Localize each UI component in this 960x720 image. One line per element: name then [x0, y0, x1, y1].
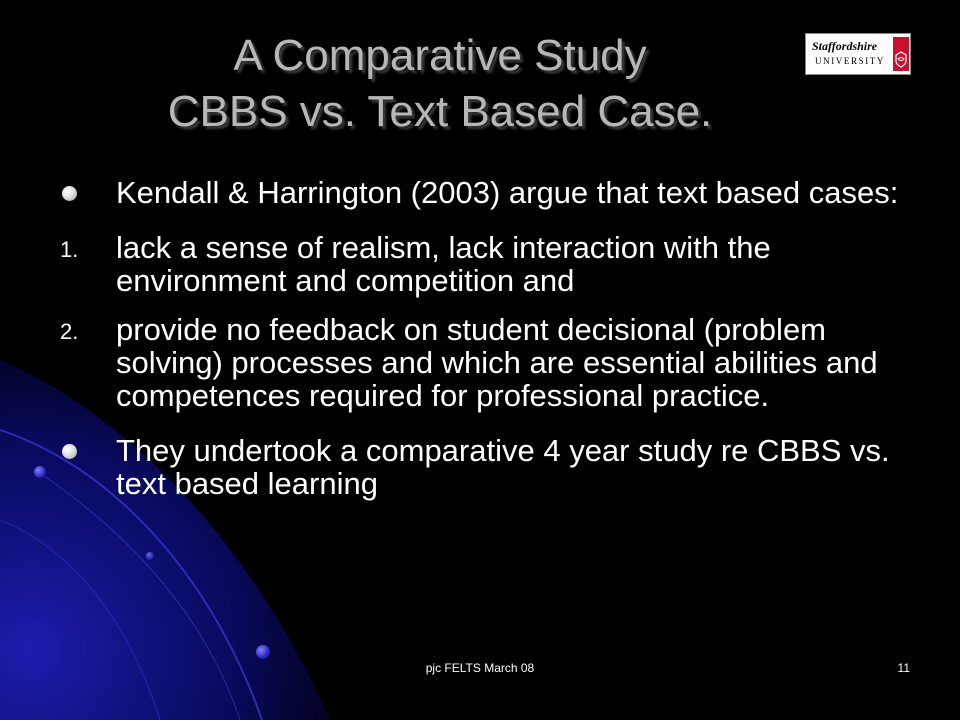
numbered-item: [60, 313, 900, 412]
numbered-item: [60, 231, 900, 297]
bullet-dot-icon: [62, 444, 77, 459]
university-logo: [805, 33, 911, 75]
bullet-text: They undertook a comparative 4 year study re CBBS vs. text based learning: [116, 433, 890, 501]
shield-icon: [893, 37, 909, 71]
footer-text: pjc FELTS March 08: [425, 661, 535, 675]
slide-body: [60, 176, 900, 500]
slide-title: [90, 28, 790, 140]
title-line-1: A Comparative Study: [233, 31, 647, 80]
bullet-item: [60, 176, 900, 209]
bullet-item: [60, 434, 900, 500]
numbered-text: provide no feedback on student decisional (problem solving) processes and which are essential abilities and competences required for professional practice.: [116, 312, 878, 413]
item-number: 1.: [60, 237, 79, 262]
item-number: 2.: [60, 319, 79, 344]
logo-subtitle: UNIVERSITY: [815, 56, 885, 66]
bullet-text: Kendall & Harrington (2003) argue that text based cases:: [116, 175, 899, 210]
bullet-dot-icon: [62, 186, 77, 201]
numbered-text: lack a sense of realism, lack interaction with the environment and competition and: [116, 230, 771, 298]
title-line-2: CBBS vs. Text Based Case.: [167, 87, 713, 136]
logo-name: Staffordshire: [812, 39, 878, 53]
page-number: 11: [897, 661, 910, 675]
